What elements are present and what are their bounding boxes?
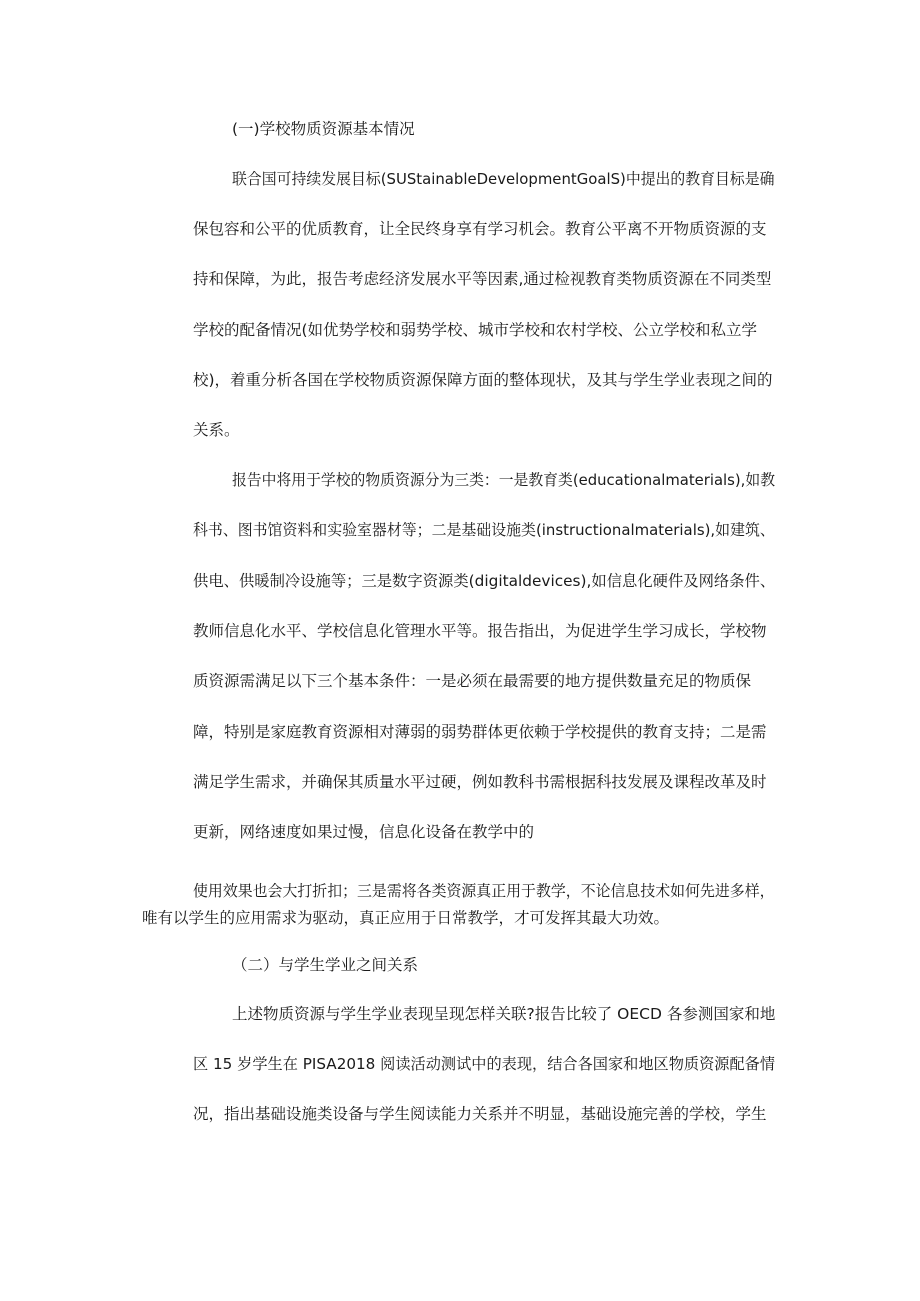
section1-para1-line-6: 关系。 — [193, 421, 240, 439]
section1-para2-line-2: 科书、图书馆资料和实验室器材等；二是基础设施类(instructionalmaterials),如建筑、 — [193, 521, 775, 539]
section1-para2-line-5: 质资源需满足以下三个基本条件：一是必须在最需要的地方提供数量充足的物质保 — [193, 672, 752, 690]
section1-para3-line-1: 使用效果也会大打折扣；三是需将各类资源真正用于教学，不论信息技术如何先进多样， — [193, 882, 775, 900]
section1-para2-line-7: 满足学生需求，并确保其质量水平过硬，例如教科书需根据科技发展及课程改革及时 — [193, 773, 767, 791]
section1-para2-line-3: 供电、供暖制冷设施等；三是数字资源类(digitaldevices),如信息化硬件及网络条件、 — [193, 572, 776, 590]
section1-para3-line-2: 唯有以学生的应用需求为驱动，真正应用于日常教学，才可发挥其最大功效。 — [142, 909, 670, 927]
section1-para2-line-4: 教师信息化水平、学校信息化管理水平等。报告指出，为促进学生学习成长，学校物 — [193, 622, 767, 640]
section2-para1-line-3: 况，指出基础设施类设备与学生阅读能力关系并不明显，基础设施完善的学校，学生 — [193, 1105, 767, 1123]
section1-para1-line-4: 学校的配备情况(如优势学校和弱势学校、城市学校和农村学校、公立学校和私立学 — [193, 321, 758, 339]
section1-para1-line-5: 校)，着重分析各国在学校物质资源保障方面的整体现状，及其与学生学业表现之间的 — [193, 371, 773, 389]
section1-para1-line-1: 联合国可持续发展目标(SUStainableDevelopmentGoalS)中提出的教育目标是确 — [232, 170, 775, 188]
section1-para1-line-2: 保包容和公平的优质教育，让全民终身享有学习机会。教育公平离不开物质资源的支 — [193, 220, 767, 238]
section1-heading: (一)学校物质资源基本情况 — [232, 120, 415, 138]
section1-para2-line-6: 障，特别是家庭教育资源相对薄弱的弱势群体更依赖于学校提供的教育支持；二是需 — [193, 723, 767, 741]
section1-para2-line-1: 报告中将用于学校的物质资源分为三类：一是教育类(educationalmaterials),如教 — [232, 471, 776, 489]
section1-para2-line-8: 更新，网络速度如果过慢，信息化设备在教学中的 — [193, 823, 535, 841]
section2-para1-line-2: 区 15 岁学生在 PISA2018 阅读活动测试中的表现，结合各国家和地区物质资源配备情 — [193, 1055, 776, 1073]
section1-para1-line-3: 持和保障，为此，报告考虑经济发展水平等因素,通过检视教育类物质资源在不同类型 — [193, 270, 772, 288]
section2-para1-line-1: 上述物质资源与学生学业表现呈现怎样关联?报告比较了 OECD 各参测国家和地 — [232, 1005, 776, 1023]
section2-heading: （二）与学生学业之间关系 — [232, 956, 419, 974]
